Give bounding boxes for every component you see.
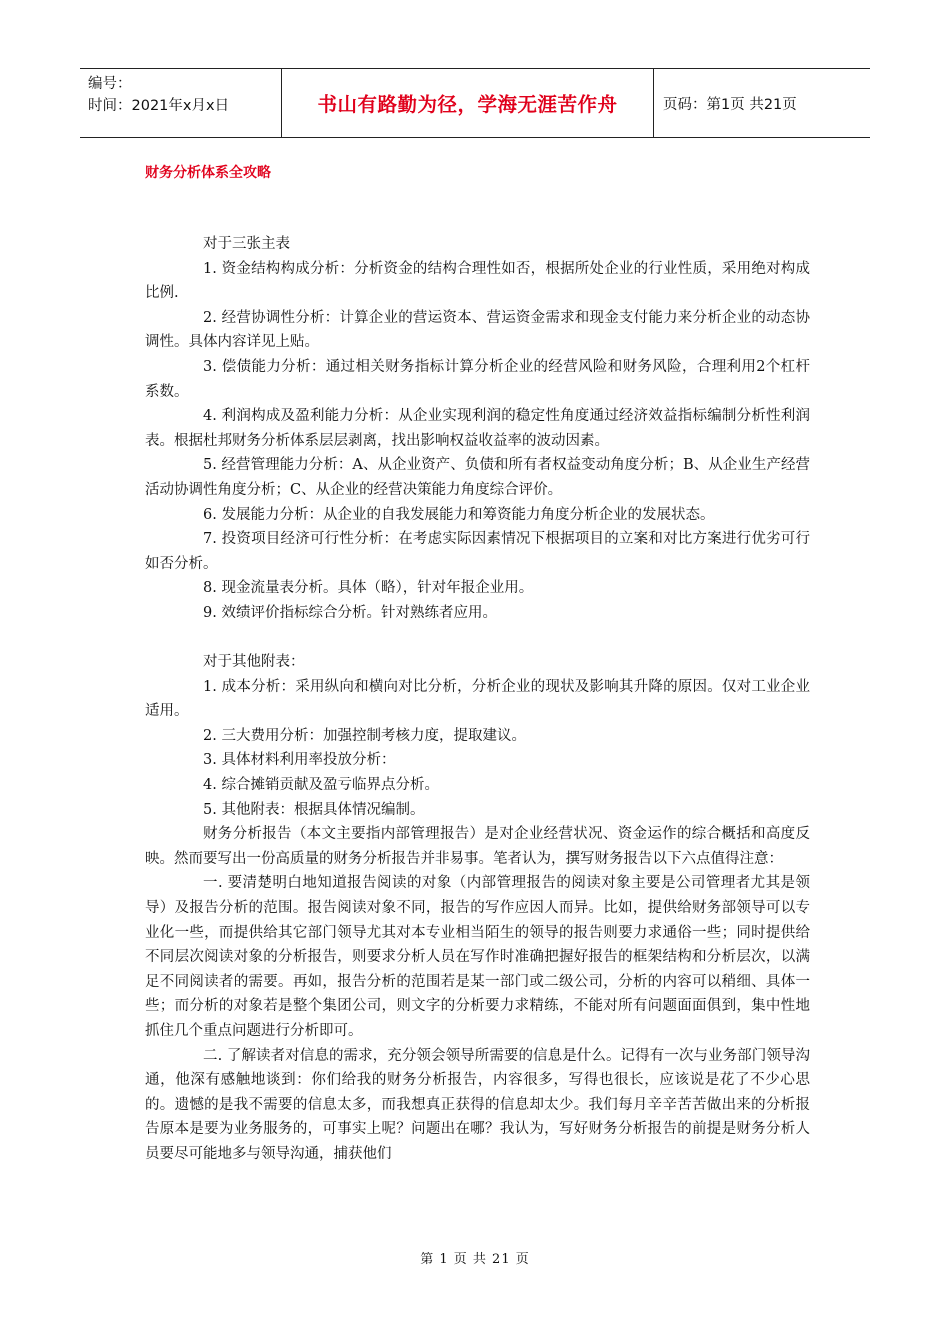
paragraph: 3. 具体材料利用率投放分析： xyxy=(203,752,396,769)
header-table xyxy=(80,68,870,138)
paragraph: 5. 其他附表：根据具体情况编制。 xyxy=(203,801,425,818)
paragraph: 3. 偿债能力分析：通过相关财务指标计算分析企业的经营风险和财务风险，合理利用2个杠杆系数。 xyxy=(145,358,810,400)
paragraph: 6. 发展能力分析：从企业的自我发展能力和筹资能力角度分析企业的发展状态。 xyxy=(203,506,715,523)
paragraph: 2. 三大费用分析：加强控制考核力度，提取建议。 xyxy=(203,727,526,744)
paragraph: 4. 利润构成及盈利能力分析：从企业实现利润的稳定性角度通过经济效益指标编制分析性利润表。根据杜邦财务分析体系层层剥离，找出影响权益收益率的波动因素。 xyxy=(145,408,810,449)
paragraph: 4. 综合摊销贡献及盈亏临界点分析。 xyxy=(203,777,439,794)
paragraph: 5. 经营管理能力分析：A、从企业资产、负债和所有者权益变动角度分析；B、从企业生产经营活动协调性角度分析；C、从企业的经营决策能力角度综合评价。 xyxy=(145,457,810,498)
paragraph: 一. 要清楚明白地知道报告阅读的对象（内部管理报告的阅读对象主要是公司管理者尤其是领导）及报告分析的范围。报告阅读对象不同，报告的写作应因人而异。比如，提供给财务部领导可以专业化一些，而提供给其它部门领导尤其对本专业相当陌生的领导的报告则要力求通俗一些；同时提供给不同层次阅读对象的分析报告，则要求分析人员在写作时准确把握好报告的框架结构和分析层次，以满足不同阅读者的需要。再如，报告分析的范围若是某一部门或二级公司，分析的内容可以稍细、具体一些；而分析的对象若是整个集团公司，则文字的分析要力求精练，不能对所有问题面面俱到，集中性地抓住几个重点问题进行分析即可。 xyxy=(145,875,810,1039)
paragraph: 7. 投资项目经济可行性分析：在考虑实际因素情况下根据项目的立案和对比方案进行优劣可行如否分析。 xyxy=(145,531,810,572)
page-label: 页码：第1页 共21页 xyxy=(663,96,797,113)
paragraph: 二. 了解读者对信息的需求，充分领会领导所需要的信息是什么。记得有一次与业务部门领导沟通，他深有感触地谈到：你们给我的财务分析报告，内容很多，写得也很长，应该说是花了不少心思的。遗憾的是我不需要的信息太多，而我想真正获得的信息却太少。我们每月辛辛苦苦做出来的分析报告原本是要为业务服务的，可事实上呢？问题出在哪？我认为，写好财务分析报告的前提是财务分析人员要尽可能地多与领导沟通，捕获他们 xyxy=(145,1047,810,1162)
paragraph: 1. 成本分析：采用纵向和横向对比分析，分析企业的现状及影响其升降的原因。仅对工业企业适用。 xyxy=(145,678,810,720)
paragraph: 2. 经营协调性分析：计算企业的营运资本、营运资金需求和现金支付能力来分析企业的动态协调性。具体内容详见上贴。 xyxy=(145,309,810,351)
date-label: 时间：2021年x月x日 xyxy=(88,98,230,114)
paragraph: 1. 资金结构构成分析：分析资金的结构合理性如否，根据所处企业的行业性质，采用绝对构成比例. xyxy=(145,260,810,302)
page-footer: 第 1 页 共 21 页 xyxy=(420,1252,530,1267)
header-motto-cell xyxy=(281,69,654,137)
paragraph: 对于其他附表： xyxy=(203,654,305,671)
document-body xyxy=(145,232,810,1167)
number-label: 编号： xyxy=(88,76,132,92)
paragraph: 8. 现金流量表分析。具体（略），针对年报企业用。 xyxy=(203,580,534,597)
paragraph: 对于三张主表 xyxy=(203,236,290,252)
motto-text: 书山有路勤为径，学海无涯苦作舟 xyxy=(317,93,618,116)
header-page-cell xyxy=(654,69,870,137)
paragraph: 9. 效绩评价指标综合分析。针对熟练者应用。 xyxy=(203,604,497,621)
paragraph: 财务分析报告（本文主要指内部管理报告）是对企业经营状况、资金运作的综合概括和高度反映。然而要写出一份高质量的财务分析报告并非易事。笔者认为，撰写财务报告以下六点值得注意： xyxy=(145,826,810,867)
document-title: 财务分析体系全攻略 xyxy=(145,165,271,181)
header-meta xyxy=(80,69,281,137)
